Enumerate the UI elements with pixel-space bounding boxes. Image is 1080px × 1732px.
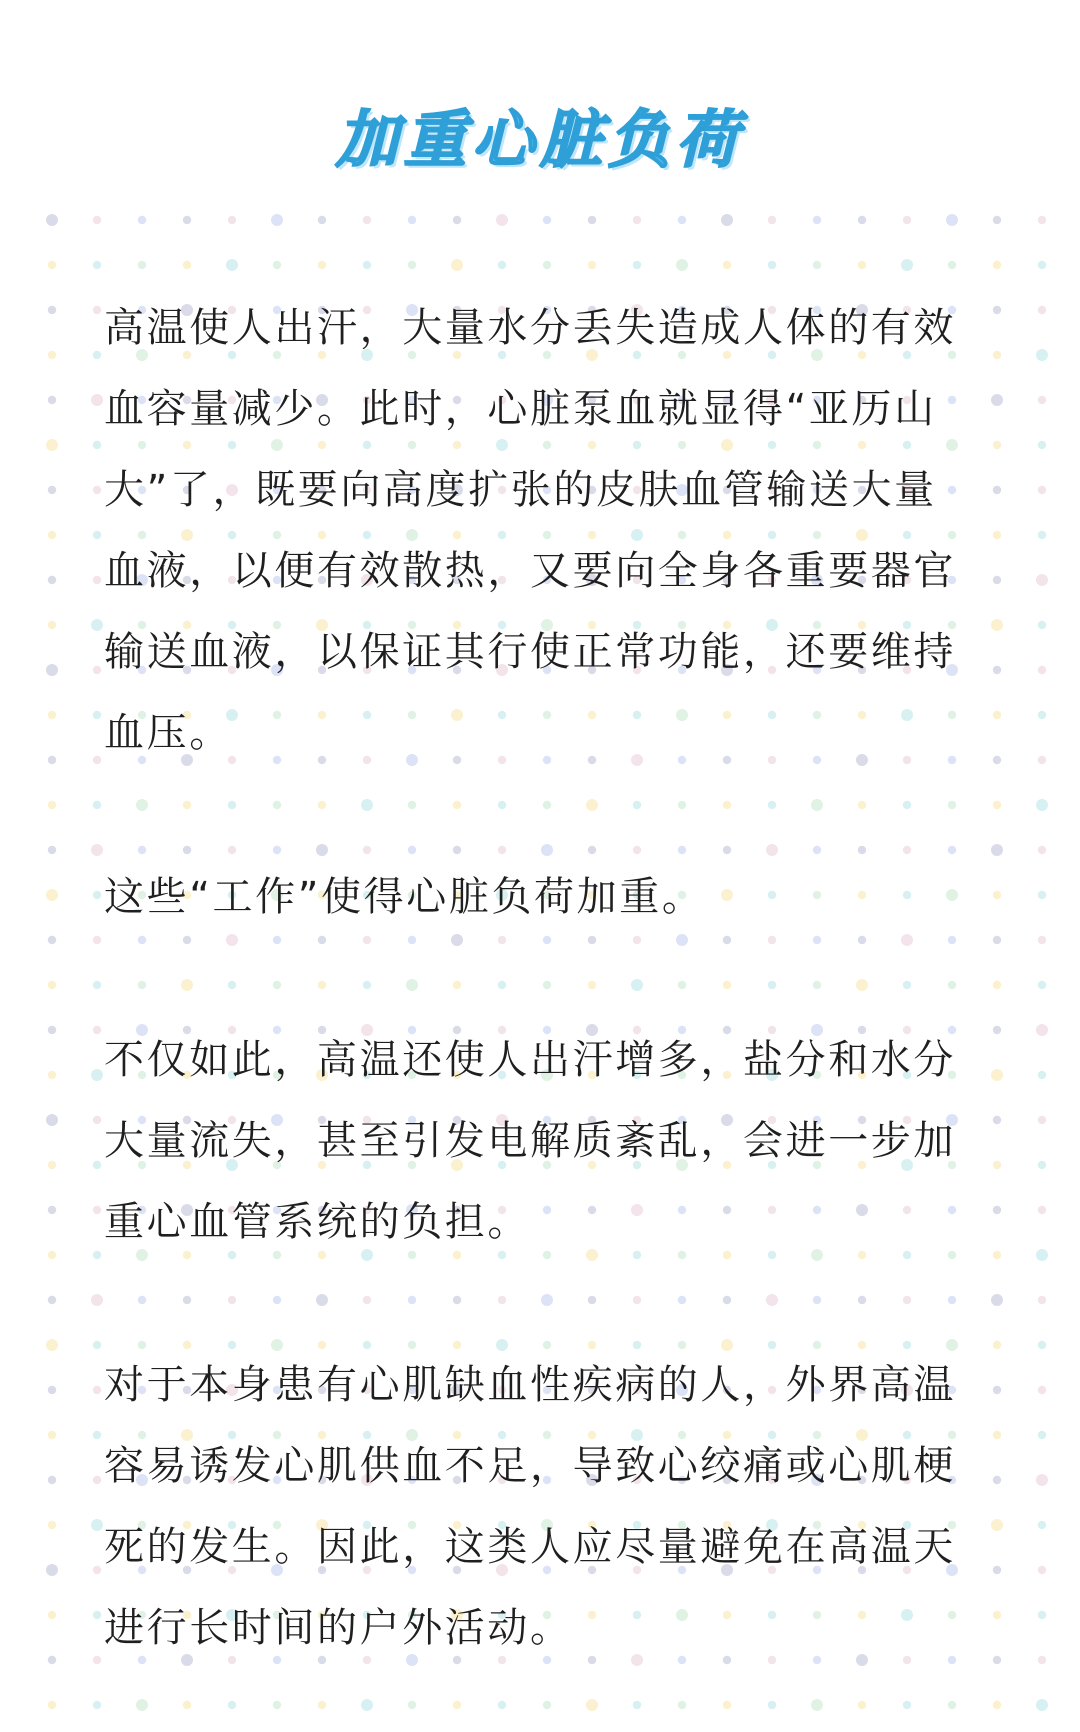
background-dot xyxy=(1038,441,1046,449)
background-dot xyxy=(633,1296,641,1304)
background-dot xyxy=(48,531,56,539)
background-dot xyxy=(406,979,418,991)
background-dot xyxy=(93,1386,101,1394)
background-dot xyxy=(723,261,731,269)
background-dot xyxy=(1036,1474,1048,1486)
background-dot xyxy=(91,394,103,406)
background-dot xyxy=(1038,1296,1046,1304)
paragraph-4 xyxy=(104,1345,984,1669)
background-dot xyxy=(228,216,236,224)
background-dot xyxy=(993,891,1001,899)
background-dot xyxy=(1038,1161,1046,1169)
background-dot xyxy=(723,1701,731,1709)
background-dot xyxy=(768,216,776,224)
background-dot xyxy=(93,486,101,494)
background-dot xyxy=(903,216,911,224)
background-dot xyxy=(183,216,191,224)
text-line: 对于本身患有心肌缺血性疾病的人，外界高温 xyxy=(104,1362,956,1408)
background-dot xyxy=(453,1701,461,1709)
background-dot xyxy=(991,844,1003,856)
background-dot xyxy=(46,1564,58,1576)
background-dot xyxy=(903,1296,911,1304)
background-dot xyxy=(1036,1249,1048,1261)
background-dot xyxy=(91,844,103,856)
background-dot xyxy=(993,1116,1001,1124)
background-dot xyxy=(813,216,821,224)
background-dot xyxy=(498,1701,506,1709)
background-dot xyxy=(48,396,56,404)
background-dot xyxy=(138,261,146,269)
background-dot xyxy=(498,801,506,809)
background-dot xyxy=(48,306,56,314)
background-dot xyxy=(633,846,641,854)
background-dot xyxy=(993,306,1001,314)
background-dot xyxy=(1036,349,1048,361)
text-line: 血液，以便有效散热，又要向全身各重要器官 xyxy=(104,548,956,594)
background-dot xyxy=(993,1611,1001,1619)
background-dot xyxy=(723,1296,731,1304)
background-dot xyxy=(946,214,958,226)
background-dot xyxy=(93,1476,101,1484)
background-dot xyxy=(361,799,373,811)
text-line: 不仅如此，高温还使人出汗增多，盐分和水分 xyxy=(104,1037,956,1083)
background-dot xyxy=(676,259,688,271)
background-dot xyxy=(993,1386,1001,1394)
background-dot xyxy=(228,846,236,854)
background-dot xyxy=(678,216,686,224)
background-dot xyxy=(678,846,686,854)
background-dot xyxy=(1038,1341,1046,1349)
background-dot xyxy=(93,1341,101,1349)
background-dot xyxy=(543,216,551,224)
background-dot xyxy=(948,846,956,854)
background-dot xyxy=(1038,756,1046,764)
background-dot xyxy=(858,1296,866,1304)
background-dot xyxy=(93,1566,101,1574)
text-line: 进行长时间的户外活动。 xyxy=(104,1605,573,1651)
background-dot xyxy=(183,801,191,809)
background-dot xyxy=(813,846,821,854)
background-dot xyxy=(768,261,776,269)
background-dot xyxy=(138,846,146,854)
background-dot xyxy=(813,261,821,269)
background-dot xyxy=(93,936,101,944)
background-dot xyxy=(993,801,1001,809)
background-dot xyxy=(48,1071,56,1079)
background-dot xyxy=(48,981,56,989)
background-dot xyxy=(1038,1116,1046,1124)
paragraph-3 xyxy=(104,1020,984,1263)
background-dot xyxy=(768,801,776,809)
background-dot xyxy=(93,1656,101,1664)
background-dot xyxy=(48,1026,56,1034)
background-dot xyxy=(48,1296,56,1304)
background-dot xyxy=(993,1206,1001,1214)
background-dot xyxy=(993,1656,1001,1664)
background-dot xyxy=(91,1294,103,1306)
background-dot xyxy=(318,216,326,224)
background-dot xyxy=(318,801,326,809)
background-dot xyxy=(1038,891,1046,899)
background-dot xyxy=(1038,261,1046,269)
background-dot xyxy=(408,846,416,854)
background-dot xyxy=(93,711,101,719)
background-dot xyxy=(1038,936,1046,944)
background-dot xyxy=(48,756,56,764)
background-dot xyxy=(93,261,101,269)
background-dot xyxy=(363,216,371,224)
background-dot xyxy=(543,261,551,269)
background-dot xyxy=(1036,574,1048,586)
background-dot xyxy=(993,1566,1001,1574)
background-dot xyxy=(1038,306,1046,314)
background-dot xyxy=(316,1294,328,1306)
text-line: 高温使人出汗，大量水分丢失造成人体的有效 xyxy=(104,305,956,351)
background-dot xyxy=(93,1026,101,1034)
background-dot xyxy=(633,216,641,224)
background-dot xyxy=(93,891,101,899)
background-dot xyxy=(318,261,326,269)
background-dot xyxy=(541,1294,553,1306)
background-dot xyxy=(633,1701,641,1709)
background-dot xyxy=(678,981,686,989)
background-dot xyxy=(46,1114,58,1126)
background-dot xyxy=(361,1699,373,1711)
background-dot xyxy=(93,1251,101,1259)
paragraph-2 xyxy=(104,857,984,938)
background-dot xyxy=(46,1339,58,1351)
background-dot xyxy=(633,801,641,809)
background-dot xyxy=(1038,621,1046,629)
background-dot xyxy=(1038,1431,1046,1439)
background-dot xyxy=(183,261,191,269)
background-dot xyxy=(273,261,281,269)
background-dot xyxy=(136,799,148,811)
background-dot xyxy=(1038,1206,1046,1214)
background-dot xyxy=(1036,1699,1048,1711)
text-line: 这些“工作”使得心脏负荷加重。 xyxy=(104,874,705,920)
background-dot xyxy=(408,216,416,224)
background-dot xyxy=(48,1251,56,1259)
background-dot xyxy=(48,936,56,944)
background-dot xyxy=(228,981,236,989)
background-dot xyxy=(48,1656,56,1664)
background-dot xyxy=(451,259,463,271)
text-line: 重心血管系统的负担。 xyxy=(104,1199,530,1245)
background-dot xyxy=(858,1701,866,1709)
background-dot xyxy=(543,981,551,989)
background-dot xyxy=(948,261,956,269)
background-dot xyxy=(991,394,1003,406)
background-dot xyxy=(93,666,101,674)
background-dot xyxy=(93,1701,101,1709)
background-dot xyxy=(48,1431,56,1439)
background-dot xyxy=(93,441,101,449)
background-dot xyxy=(1038,486,1046,494)
background-dot xyxy=(631,979,643,991)
background-dot xyxy=(901,259,913,271)
background-dot xyxy=(991,1294,1003,1306)
background-dot xyxy=(138,1296,146,1304)
background-dot xyxy=(586,799,598,811)
text-line: 大”了，既要向高度扩张的皮肤血管输送大量 xyxy=(104,467,937,513)
background-dot xyxy=(91,619,103,631)
background-dot xyxy=(498,1296,506,1304)
background-dot xyxy=(1038,1386,1046,1394)
background-dot xyxy=(1036,799,1048,811)
background-dot xyxy=(993,666,1001,674)
background-dot xyxy=(1038,216,1046,224)
background-dot xyxy=(813,1296,821,1304)
background-dot xyxy=(993,216,1001,224)
background-dot xyxy=(993,1026,1001,1034)
background-dot xyxy=(948,801,956,809)
background-dot xyxy=(1038,666,1046,674)
background-dot xyxy=(678,801,686,809)
text-line: 血容量减少。此时，心脏泵血就显得“亚历山 xyxy=(104,386,937,432)
background-dot xyxy=(181,979,193,991)
background-dot xyxy=(948,1701,956,1709)
background-dot xyxy=(993,936,1001,944)
background-dot xyxy=(318,981,326,989)
background-dot xyxy=(858,801,866,809)
background-dot xyxy=(993,531,1001,539)
background-dot xyxy=(48,1161,56,1169)
background-dot xyxy=(93,1116,101,1124)
background-dot xyxy=(948,1296,956,1304)
background-dot xyxy=(363,981,371,989)
background-dot xyxy=(858,846,866,854)
background-dot xyxy=(363,261,371,269)
background-dot xyxy=(678,1296,686,1304)
background-dot xyxy=(226,259,238,271)
background-dot xyxy=(48,1386,56,1394)
background-dot xyxy=(453,216,461,224)
background-dot xyxy=(498,981,506,989)
background-dot xyxy=(496,214,508,226)
background-dot xyxy=(723,981,731,989)
background-dot xyxy=(48,1701,56,1709)
background-dot xyxy=(48,351,56,359)
background-dot xyxy=(991,619,1003,631)
background-dot xyxy=(48,801,56,809)
background-dot xyxy=(811,1699,823,1711)
background-dot xyxy=(93,1206,101,1214)
background-dot xyxy=(228,1296,236,1304)
background-dot xyxy=(543,801,551,809)
background-dot xyxy=(993,756,1001,764)
background-dot xyxy=(183,1701,191,1709)
background-dot xyxy=(93,216,101,224)
background-dot xyxy=(1038,396,1046,404)
background-dot xyxy=(588,981,596,989)
background-dot xyxy=(93,756,101,764)
background-dot xyxy=(136,1699,148,1711)
background-dot xyxy=(46,214,58,226)
text-line: 容易诱发心肌供血不足，导致心绞痛或心肌梗 xyxy=(104,1443,956,1489)
background-dot xyxy=(993,711,1001,719)
background-dot xyxy=(993,351,1001,359)
background-dot xyxy=(93,531,101,539)
background-dot xyxy=(408,1296,416,1304)
background-dot xyxy=(1038,531,1046,539)
background-dot xyxy=(588,1296,596,1304)
background-dot xyxy=(93,1611,101,1619)
background-dot xyxy=(1038,1566,1046,1574)
background-dot xyxy=(766,1294,778,1306)
background-dot xyxy=(948,981,956,989)
background-dot xyxy=(811,799,823,811)
text-line: 血压。 xyxy=(104,710,232,756)
background-dot xyxy=(453,801,461,809)
background-dot xyxy=(993,1701,1001,1709)
background-dot xyxy=(586,1699,598,1711)
background-dot xyxy=(48,621,56,629)
background-dot xyxy=(1038,846,1046,854)
background-dot xyxy=(273,801,281,809)
background-dot xyxy=(48,576,56,584)
background-dot xyxy=(453,1296,461,1304)
background-dot xyxy=(273,981,281,989)
background-dot xyxy=(1036,1024,1048,1036)
background-dot xyxy=(498,261,506,269)
background-dot xyxy=(858,261,866,269)
background-dot xyxy=(46,439,58,451)
background-dot xyxy=(93,981,101,989)
text-line: 输送血液，以保证其行使正常功能，还要维持 xyxy=(104,629,956,675)
background-dot xyxy=(993,1341,1001,1349)
background-dot xyxy=(993,576,1001,584)
background-dot xyxy=(856,979,868,991)
background-dot xyxy=(273,846,281,854)
background-dot xyxy=(678,1701,686,1709)
background-dot xyxy=(48,1206,56,1214)
background-dot xyxy=(91,1069,103,1081)
background-dot xyxy=(93,306,101,314)
background-dot xyxy=(183,846,191,854)
background-dot xyxy=(498,846,506,854)
background-dot xyxy=(813,981,821,989)
background-dot xyxy=(93,801,101,809)
background-dot xyxy=(766,844,778,856)
background-dot xyxy=(993,1161,1001,1169)
background-dot xyxy=(1038,1071,1046,1079)
background-dot xyxy=(903,981,911,989)
background-dot xyxy=(93,576,101,584)
background-dot xyxy=(993,1431,1001,1439)
text-line: 大量流失，甚至引发电解质紊乱，会进一步加 xyxy=(104,1118,956,1164)
background-dot xyxy=(93,1431,101,1439)
background-dot xyxy=(48,261,56,269)
background-dot xyxy=(588,261,596,269)
background-dot xyxy=(408,261,416,269)
background-dot xyxy=(273,1296,281,1304)
background-dot xyxy=(1038,981,1046,989)
background-dot xyxy=(363,846,371,854)
background-dot xyxy=(991,1519,1003,1531)
background-dot xyxy=(993,1476,1001,1484)
background-dot xyxy=(91,1519,103,1531)
background-dot xyxy=(723,801,731,809)
background-dot xyxy=(991,1069,1003,1081)
background-dot xyxy=(48,1611,56,1619)
background-dot xyxy=(1038,711,1046,719)
background-dot xyxy=(903,846,911,854)
background-dot xyxy=(1038,1656,1046,1664)
background-dot xyxy=(48,711,56,719)
background-dot xyxy=(453,981,461,989)
background-dot xyxy=(271,214,283,226)
background-dot xyxy=(93,1161,101,1169)
background-dot xyxy=(46,664,58,676)
background-dot xyxy=(316,844,328,856)
background-dot xyxy=(93,351,101,359)
background-dot xyxy=(363,1296,371,1304)
background-dot xyxy=(138,981,146,989)
background-dot xyxy=(138,216,146,224)
background-dot xyxy=(228,801,236,809)
background-dot xyxy=(1038,1521,1046,1529)
background-dot xyxy=(408,801,416,809)
background-dot xyxy=(768,1701,776,1709)
background-dot xyxy=(993,441,1001,449)
background-dot xyxy=(46,889,58,901)
background-dot xyxy=(543,1701,551,1709)
background-dot xyxy=(858,216,866,224)
background-dot xyxy=(48,1521,56,1529)
background-dot xyxy=(903,1701,911,1709)
background-dot xyxy=(903,801,911,809)
background-dot xyxy=(318,1701,326,1709)
background-dot xyxy=(183,1296,191,1304)
background-dot xyxy=(273,1701,281,1709)
background-dot xyxy=(588,846,596,854)
background-dot xyxy=(541,844,553,856)
background-dot xyxy=(48,1476,56,1484)
background-dot xyxy=(993,486,1001,494)
background-dot xyxy=(48,486,56,494)
background-dot xyxy=(588,216,596,224)
background-dot xyxy=(768,981,776,989)
background-dot xyxy=(408,1701,416,1709)
background-dot xyxy=(993,261,1001,269)
background-dot xyxy=(1038,1611,1046,1619)
background-dot xyxy=(633,261,641,269)
background-dot xyxy=(48,846,56,854)
background-dot xyxy=(228,1701,236,1709)
paragraph-1 xyxy=(104,288,984,774)
background-dot xyxy=(723,846,731,854)
text-line: 死的发生。因此，这类人应尽量避免在高温天 xyxy=(104,1524,956,1570)
background-dot xyxy=(993,981,1001,989)
background-dot xyxy=(993,1251,1001,1259)
page-title: 加重心脏负荷 xyxy=(335,103,744,176)
background-dot xyxy=(453,846,461,854)
background-dot xyxy=(721,214,733,226)
